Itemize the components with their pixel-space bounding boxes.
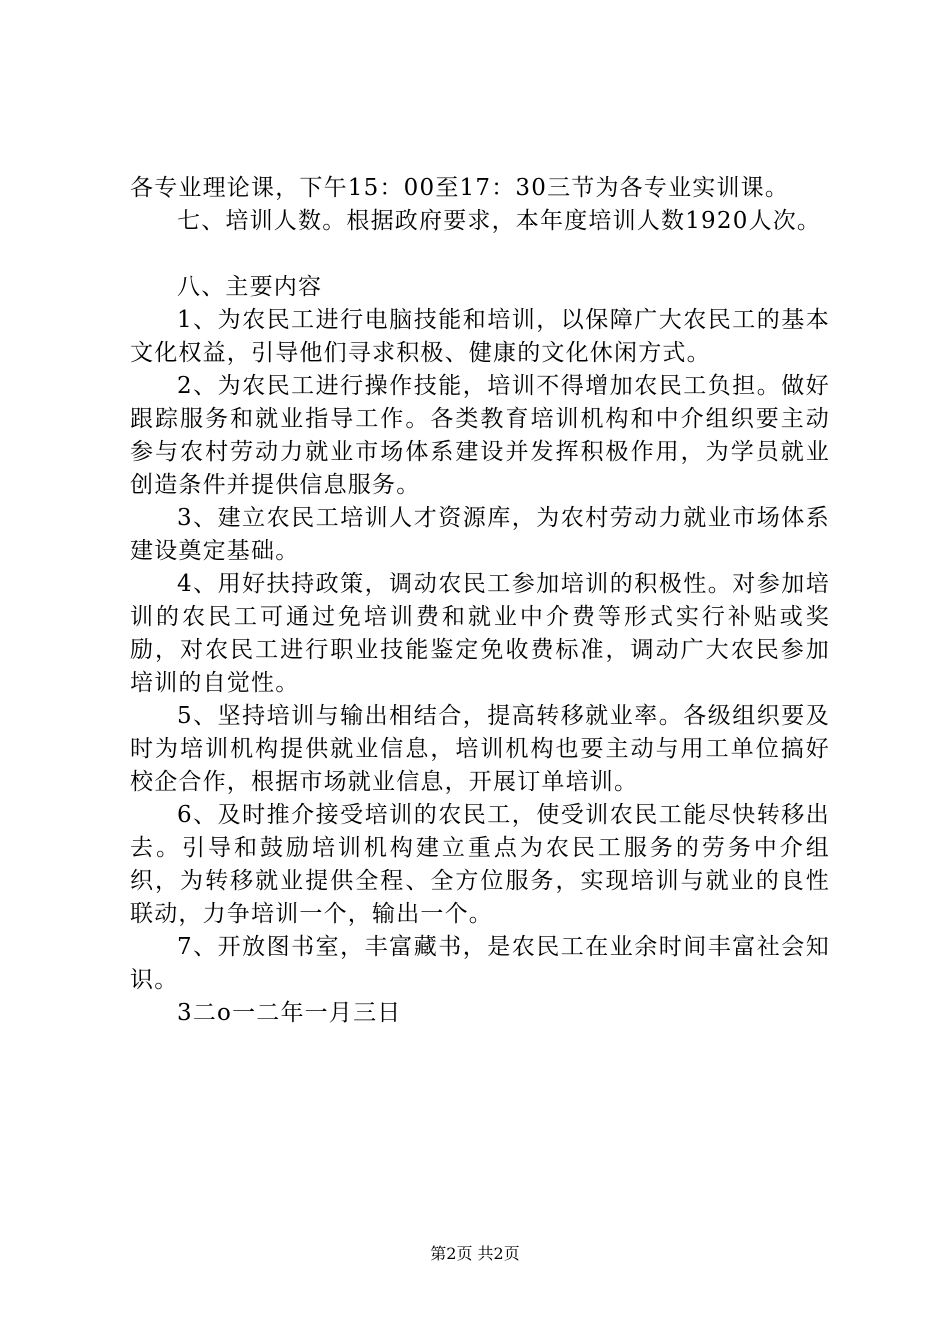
paragraph-item-7: 7、开放图书室，丰富藏书，是农民工在业余时间丰富社会知识。 xyxy=(130,934,830,993)
document-body xyxy=(130,172,830,1030)
page-number-label: 第2页 共2页 xyxy=(430,1244,520,1263)
heading-section-8-main-content: 八、主要内容 xyxy=(177,274,323,300)
page-footer xyxy=(0,1244,950,1264)
paragraph-item-2: 2、为农民工进行操作技能，培训不得增加农民工负担。做好跟踪服务和就业指导工作。各类教育培训机构和中介组织要主动参与农村劳动力就业市场体系建设并发挥积极作用，为学员就业创造条件并提供信息服务。 xyxy=(130,373,830,498)
paragraph-item-1: 1、为农民工进行电脑技能和培训，以保障广大农民工的基本文化权益，引导他们寻求积极、健康的文化休闲方式。 xyxy=(130,307,830,366)
paragraph-item-6: 6、及时推介接受培训的农民工，使受训农民工能尽快转移出去。引导和鼓励培训机构建立重点为农民工服务的劳务中介组织，为转移就业提供全程、全方位服务，实现培训与就业的良性联动，力争培训一个，输出一个。 xyxy=(130,802,830,927)
document-date: 3二o一二年一月三日 xyxy=(177,1000,402,1026)
paragraph-schedule-continuation: 各专业理论课，下午15：00至17：30三节为各专业实训课。 xyxy=(130,175,790,201)
paragraph-section-7-trainee-count: 七、培训人数。根据政府要求，本年度培训人数1920人次。 xyxy=(177,208,822,234)
paragraph-item-4: 4、用好扶持政策，调动农民工参加培训的积极性。对参加培训的农民工可通过免培训费和就业中介费等形式实行补贴或奖励，对农民工进行职业技能鉴定免收费标准，调动广大农民参加培训的自觉性。 xyxy=(130,571,830,696)
paragraph-item-3: 3、建立农民工培训人才资源库，为农村劳动力就业市场体系建设奠定基础。 xyxy=(130,505,830,564)
paragraph-item-5: 5、坚持培训与输出相结合，提高转移就业率。各级组织要及时为培训机构提供就业信息，培训机构也要主动与用工单位搞好校企合作，根据市场就业信息，开展订单培训。 xyxy=(130,703,830,795)
